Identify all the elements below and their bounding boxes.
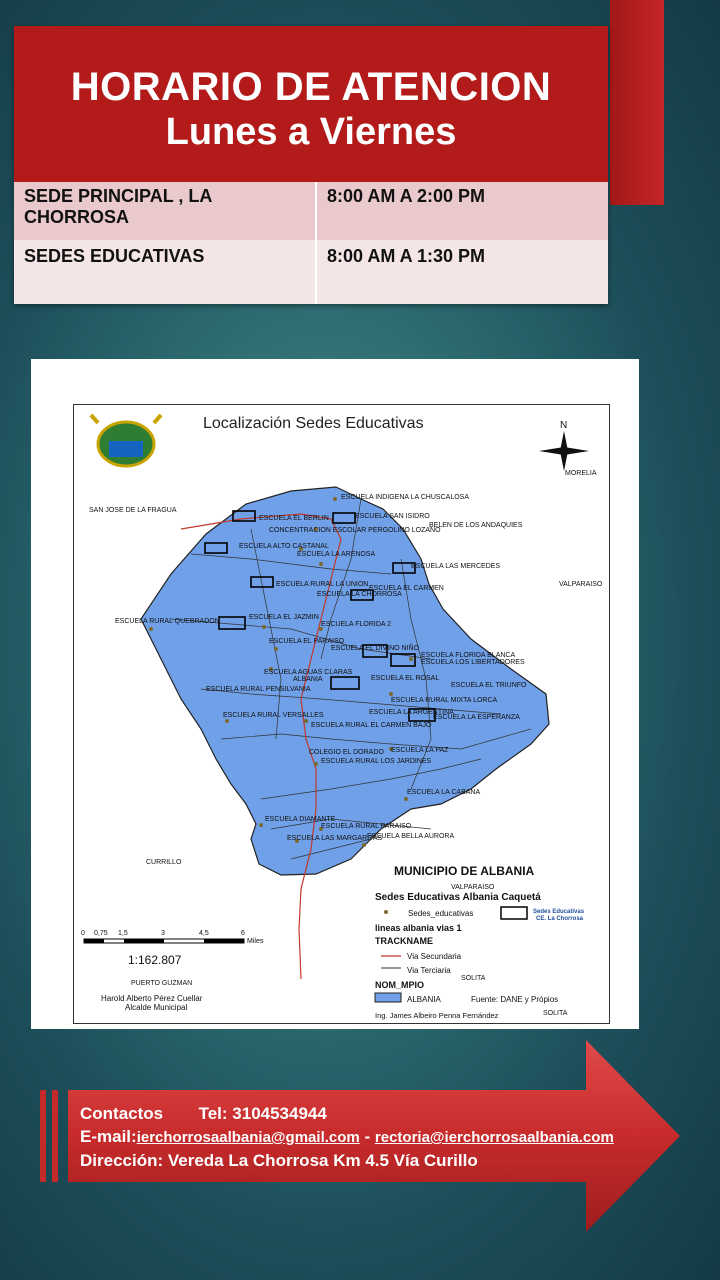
north-arrow-icon bbox=[539, 431, 589, 471]
svg-text:Via Secundaria: Via Secundaria bbox=[407, 952, 462, 961]
svg-text:ESCUELA FLORIDA BLANCA: ESCUELA FLORIDA BLANCA bbox=[421, 652, 516, 659]
hours-place-2: SEDES EDUCATIVAS bbox=[14, 240, 317, 304]
hours-title: HORARIO DE ATENCION bbox=[70, 65, 552, 109]
svg-text:Sedes_educativas: Sedes_educativas bbox=[408, 909, 474, 918]
svg-text:ESCUELA LA CABANA: ESCUELA LA CABANA bbox=[407, 789, 481, 796]
svg-text:0,75: 0,75 bbox=[94, 930, 108, 937]
svg-text:SOLITA: SOLITA bbox=[543, 1010, 568, 1017]
svg-text:NOM_MPIO: NOM_MPIO bbox=[375, 980, 425, 990]
hours-card bbox=[14, 26, 608, 304]
svg-text:CONCENTRACION ESCOLAR PERGOLIN: CONCENTRACION ESCOLAR PERGOLINO LOZANO bbox=[269, 527, 441, 534]
svg-text:ESCUELA BELLA AURORA: ESCUELA BELLA AURORA bbox=[367, 833, 455, 840]
municipality-shape bbox=[141, 487, 549, 875]
svg-text:1:162.807: 1:162.807 bbox=[128, 953, 182, 967]
svg-text:MUNICIPIO DE ALBANIA: MUNICIPIO DE ALBANIA bbox=[394, 864, 535, 878]
svg-text:ESCUELA EL PARAISO: ESCUELA EL PARAISO bbox=[269, 638, 345, 645]
hours-time-1: 8:00 AM A 2:00 PM bbox=[317, 182, 608, 240]
svg-text:ESCUELA LA ESPERANZA: ESCUELA LA ESPERANZA bbox=[433, 714, 520, 721]
map-title: Localización Sedes Educativas bbox=[203, 415, 424, 432]
signature-role: Alcalde Municipal bbox=[125, 1003, 188, 1012]
signature-name: Harold Alberto Pérez Cuellar bbox=[101, 994, 203, 1003]
svg-text:ALBANIA: ALBANIA bbox=[407, 995, 441, 1004]
svg-text:ESCUELA RURAL LA UNION: ESCUELA RURAL LA UNION bbox=[276, 581, 369, 588]
decorative-red-bar bbox=[610, 0, 664, 205]
svg-text:TRACKNAME: TRACKNAME bbox=[375, 936, 433, 946]
hours-table bbox=[14, 182, 608, 304]
email-link-1[interactable]: ierchorrosaalbania@gmail.com bbox=[136, 1129, 360, 1146]
municipal-logo bbox=[91, 415, 161, 466]
svg-text:ESCUELA LA ARGENTINA: ESCUELA LA ARGENTINA bbox=[369, 709, 454, 716]
label-puerto-guzman: PUERTO GUZMAN bbox=[131, 980, 193, 987]
hours-subtitle: Lunes a Viernes bbox=[165, 111, 457, 153]
svg-text:1,5: 1,5 bbox=[118, 930, 128, 937]
svg-text:Sedes Educativas Albania Caque: Sedes Educativas Albania Caquetá bbox=[375, 892, 541, 903]
north-label: N bbox=[560, 420, 568, 431]
svg-text:ESCUELA AGUAS CLARAS: ESCUELA AGUAS CLARAS bbox=[264, 669, 353, 676]
svg-text:0: 0 bbox=[81, 930, 85, 937]
svg-text:6: 6 bbox=[241, 930, 245, 937]
svg-text:ESCUELA EL ROSAL: ESCUELA EL ROSAL bbox=[371, 675, 440, 682]
label-valparaiso: VALPARAISO bbox=[559, 581, 603, 588]
svg-text:ESCUELA EL JAZMIN: ESCUELA EL JAZMIN bbox=[249, 614, 319, 621]
svg-text:VALPARAISO: VALPARAISO bbox=[451, 884, 495, 891]
svg-text:ESCUELA LAS MERCEDES: ESCUELA LAS MERCEDES bbox=[411, 563, 501, 570]
svg-text:3: 3 bbox=[161, 930, 165, 937]
contact-address: Dirección: Vereda La Chorrosa Km 4.5 Vía Curillo bbox=[80, 1151, 478, 1170]
svg-text:COLEGIO EL DORADO: COLEGIO EL DORADO bbox=[309, 749, 384, 756]
svg-text:ESCUELA EL DIVINO NIÑO: ESCUELA EL DIVINO NIÑO bbox=[331, 645, 420, 652]
svg-text:ESCUELA LA CHORROSA: ESCUELA LA CHORROSA bbox=[317, 591, 402, 598]
svg-text:ESCUELA EL TRIUNFO: ESCUELA EL TRIUNFO bbox=[451, 682, 527, 689]
label-belen: BELEN DE LOS ANDAQUIES bbox=[429, 522, 523, 529]
svg-text:Fuente: DANE y Própios: Fuente: DANE y Própios bbox=[471, 995, 559, 1004]
svg-text:SOLITA: SOLITA bbox=[461, 975, 486, 982]
svg-text:Via Terciaria: Via Terciaria bbox=[407, 966, 451, 975]
svg-text:ESCUELA RURAL MIXTA LORCA: ESCUELA RURAL MIXTA LORCA bbox=[391, 697, 498, 704]
svg-text:ESCUELA RURAL EL CARMEN BAJO: ESCUELA RURAL EL CARMEN BAJO bbox=[311, 722, 432, 729]
email-link-2[interactable]: rectoria@ierchorrosaalbania.com bbox=[374, 1129, 614, 1146]
contact-label: Contactos bbox=[80, 1104, 164, 1123]
svg-text:ESCUELA INDIGENA LA CHUSCALOSA: ESCUELA INDIGENA LA CHUSCALOSA bbox=[341, 494, 469, 501]
svg-text:ESCUELA FLORIDA 2: ESCUELA FLORIDA 2 bbox=[321, 621, 392, 628]
label-currillo: CURRILLO bbox=[146, 859, 182, 866]
svg-text:ESCUELA RURAL QUEBRADON: ESCUELA RURAL QUEBRADON bbox=[115, 618, 220, 625]
map-image bbox=[31, 359, 639, 1029]
svg-text:ESCUELA LAS MARGARITAS: ESCUELA LAS MARGARITAS bbox=[287, 835, 383, 842]
svg-text:ESCUELA DIAMANTE: ESCUELA DIAMANTE bbox=[265, 816, 336, 823]
svg-text:ESCUELA EL BERLIN: ESCUELA EL BERLIN bbox=[259, 515, 329, 522]
svg-text:ESCUELA SAN ISIDRO: ESCUELA SAN ISIDRO bbox=[355, 513, 430, 520]
svg-text:ESCUELA ALTO CASTANAL: ESCUELA ALTO CASTANAL bbox=[239, 543, 329, 550]
svg-text:CE. La Chorrosa: CE. La Chorrosa bbox=[536, 916, 584, 922]
map-legend bbox=[375, 864, 585, 1020]
email-separator: - bbox=[364, 1127, 371, 1146]
email-label: E-mail bbox=[80, 1127, 132, 1146]
svg-text:ESCUELA RURAL LOS JARDINES: ESCUELA RURAL LOS JARDINES bbox=[321, 758, 432, 765]
contact-phone: Tel: 3104534944 bbox=[198, 1104, 327, 1123]
label-san-jose: SAN JOSE DE LA FRAGUA bbox=[89, 507, 177, 514]
svg-text:ESCUELA LOS LIBERTADORES: ESCUELA LOS LIBERTADORES bbox=[421, 659, 525, 666]
svg-text:ALBANIA: ALBANIA bbox=[293, 676, 323, 683]
svg-text:ESCUELA LA PAZ: ESCUELA LA PAZ bbox=[391, 747, 449, 754]
svg-text:ESCUELA RURAL PENSILVANIA: ESCUELA RURAL PENSILVANIA bbox=[206, 686, 311, 693]
hours-time-2: 8:00 AM A 1:30 PM bbox=[317, 240, 608, 304]
svg-text:Sedes Educativas: Sedes Educativas bbox=[533, 909, 585, 915]
svg-text:ESCUELA EL CARMEN: ESCUELA EL CARMEN bbox=[369, 585, 444, 592]
hours-place-1: SEDE PRINCIPAL , LA CHORROSA bbox=[14, 182, 317, 240]
contact-info: Contactos Tel: 3104534944 E-mail:ierchorrosaalbania@gmail.com - rectoria@ierchorrosaalbania.com Dirección: Vereda La Chorrosa Km 4.5 Vía Curillo bbox=[80, 1104, 614, 1170]
label-morelia: MORELIA bbox=[565, 470, 597, 477]
svg-text:Miles: Miles bbox=[247, 938, 264, 945]
svg-text:ESCUELA RURAL PARAISO: ESCUELA RURAL PARAISO bbox=[321, 823, 412, 830]
scale-bar bbox=[81, 930, 264, 967]
svg-text:4,5: 4,5 bbox=[199, 930, 209, 937]
hours-header bbox=[14, 26, 608, 182]
map-drawing bbox=[31, 359, 639, 1029]
svg-text:lineas albania vias 1: lineas albania vias 1 bbox=[375, 923, 462, 933]
svg-text:Ing. James Albeiro Penna Ferná: Ing. James Albeiro Penna Fernández bbox=[375, 1011, 499, 1020]
svg-text:ESCUELA RURAL VERSALLES: ESCUELA RURAL VERSALLES bbox=[223, 712, 324, 719]
svg-text:ESCUELA LA ARENOSA: ESCUELA LA ARENOSA bbox=[297, 551, 376, 558]
